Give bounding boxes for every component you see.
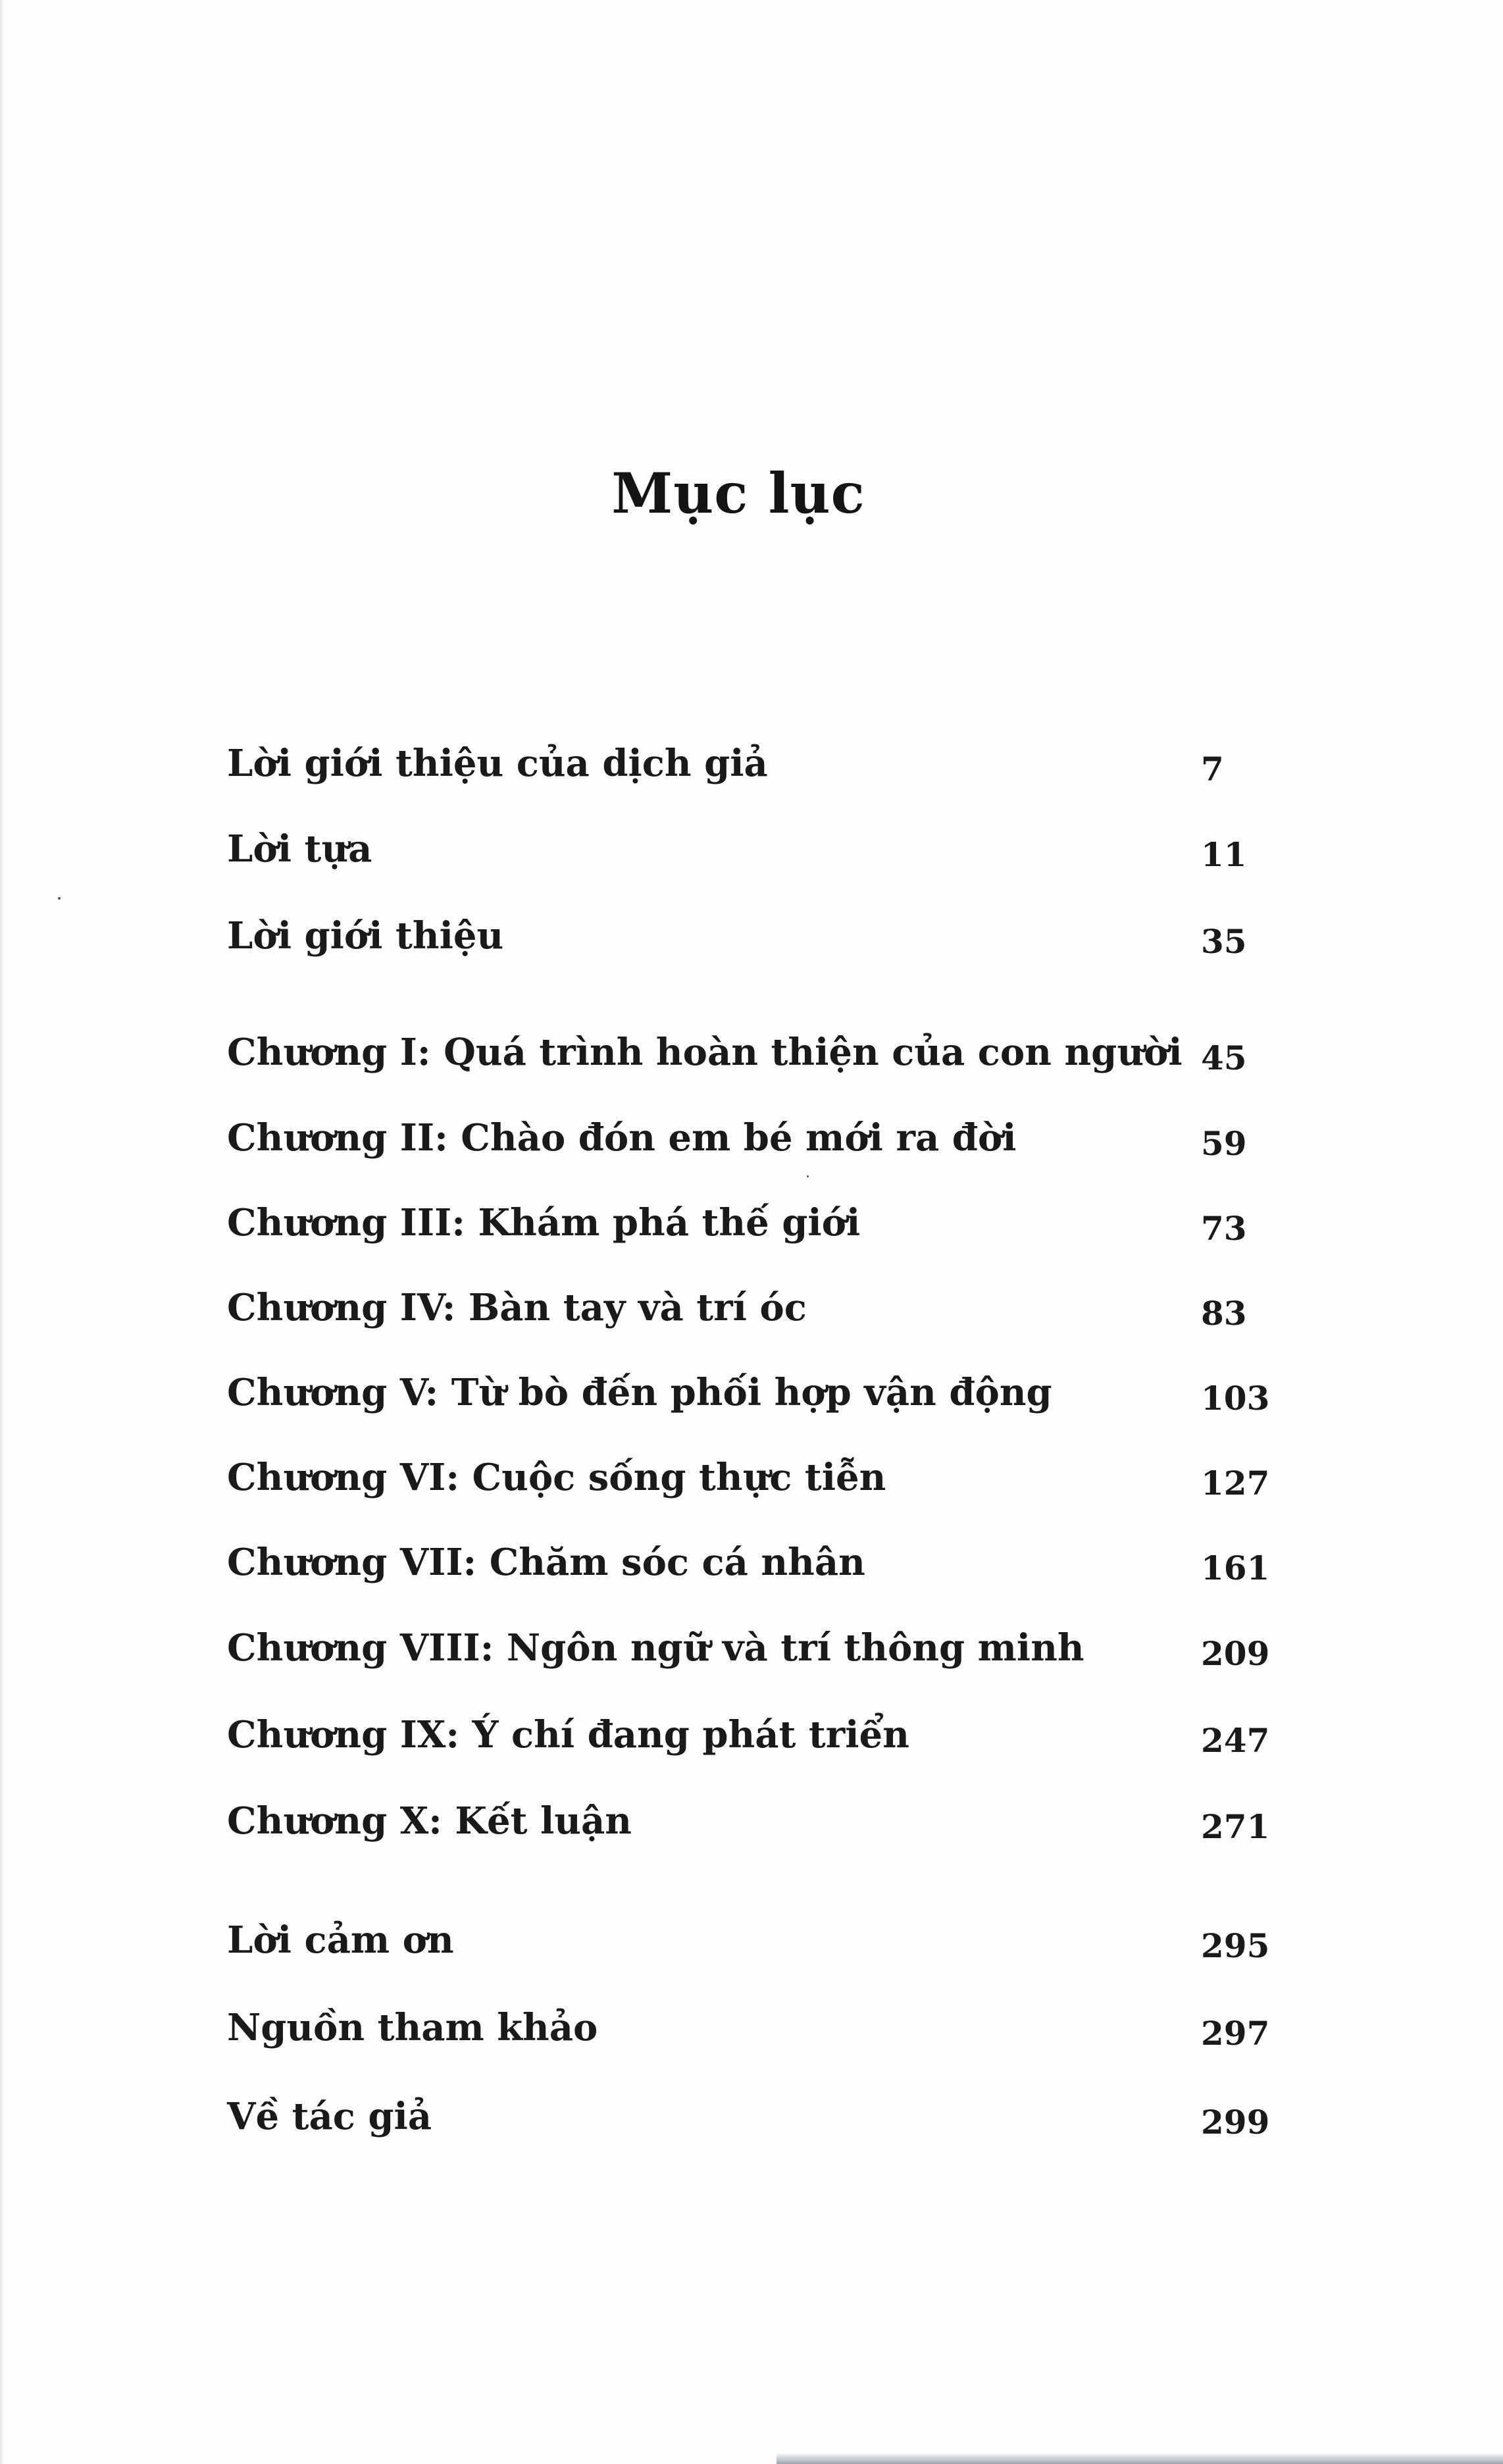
toc-entry-chapter-7[interactable] xyxy=(227,1541,1280,1593)
toc-entry-references[interactable] xyxy=(227,2006,1280,2059)
toc-entry-introduction[interactable] xyxy=(227,914,1280,967)
toc-entry-chapter-2[interactable] xyxy=(227,1116,1280,1169)
page-title: Mục lục xyxy=(611,461,865,526)
toc-entry-page: 35 xyxy=(1201,922,1247,961)
toc-entry-chapter-4[interactable] xyxy=(227,1286,1280,1339)
toc-entry-page: 59 xyxy=(1201,1124,1247,1163)
toc-entry-preface[interactable] xyxy=(227,827,1280,880)
toc-entry-label: Chương VIII: Ngôn ngữ và trí thông minh xyxy=(227,1626,1084,1670)
toc-entry-label: Chương IX: Ý chí đang phát triển xyxy=(227,1713,909,1757)
toc-entry-label: Lời cảm ơn xyxy=(227,1918,454,1962)
toc-entry-label: Lời giới thiệu của dịch giả xyxy=(227,742,768,785)
toc-entry-page: 11 xyxy=(1201,835,1247,874)
toc-entry-page: 7 xyxy=(1201,750,1224,788)
toc-entry-chapter-5[interactable] xyxy=(227,1371,1280,1424)
toc-entry-label: Chương X: Kết luận xyxy=(227,1799,632,1843)
toc-entry-page: 297 xyxy=(1201,2014,1270,2053)
toc-entry-label: Chương VI: Cuộc sống thực tiễn xyxy=(227,1456,886,1499)
toc-entry-page: 83 xyxy=(1201,1294,1247,1333)
toc-entry-label: Chương IV: Bàn tay và trí óc xyxy=(227,1286,807,1329)
toc-entry-page: 295 xyxy=(1201,1926,1270,1965)
toc-entry-label: Về tác giả xyxy=(227,2095,432,2138)
toc-entry-page: 271 xyxy=(1201,1807,1270,1846)
toc-entry-label: Chương V: Từ bò đến phối hợp vận động xyxy=(227,1371,1052,1414)
toc-entry-chapter-9[interactable] xyxy=(227,1713,1280,1766)
toc-entry-chapter-10[interactable] xyxy=(227,1799,1280,1852)
toc-entry-page: 299 xyxy=(1201,2103,1270,2142)
toc-entry-label: Chương III: Khám phá thế giới xyxy=(227,1201,861,1245)
toc-entry-acknowledgements[interactable] xyxy=(227,1918,1280,1971)
toc-entry-label: Lời giới thiệu xyxy=(227,914,504,958)
toc-entry-label: Lời tựa xyxy=(227,827,372,871)
toc-entry-label: Chương I: Quá trình hoàn thiện của con người xyxy=(227,1031,1183,1074)
toc-entry-label: Chương II: Chào đón em bé mới ra đời xyxy=(227,1116,1017,1160)
toc-entry-label: Chương VII: Chăm sóc cá nhân xyxy=(227,1541,865,1584)
toc-entry-label: Nguồn tham khảo xyxy=(227,2006,598,2049)
toc-entry-page: 73 xyxy=(1201,1209,1247,1248)
toc-entry-about-author[interactable] xyxy=(227,2095,1280,2147)
toc-entry-chapter-6[interactable] xyxy=(227,1456,1280,1508)
toc-entry-chapter-8[interactable] xyxy=(227,1626,1280,1679)
toc-entry-page: 45 xyxy=(1201,1039,1247,1077)
toc-entry-page: 103 xyxy=(1201,1379,1270,1418)
toc-entry-page: 209 xyxy=(1201,1634,1270,1673)
toc-entry-chapter-3[interactable] xyxy=(227,1201,1280,1254)
toc-entry-chapter-1[interactable] xyxy=(227,1031,1280,1083)
toc-entry-page: 247 xyxy=(1201,1721,1270,1760)
toc-entry-page: 161 xyxy=(1201,1549,1270,1587)
toc-entry-translator-intro[interactable] xyxy=(227,742,1280,794)
toc-entry-page: 127 xyxy=(1201,1464,1270,1502)
